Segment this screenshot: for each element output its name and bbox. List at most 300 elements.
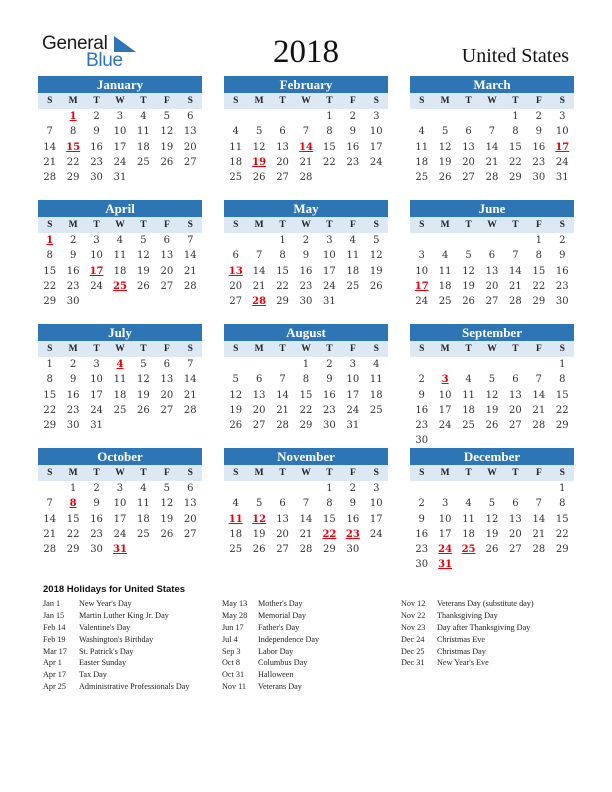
date-cell: 19 bbox=[485, 404, 499, 416]
holiday-date-label: Apr 1 bbox=[43, 658, 62, 668]
date-cell: 29 bbox=[532, 296, 546, 308]
date-cell: 5 bbox=[140, 235, 147, 246]
month-header: December bbox=[410, 448, 574, 465]
date-cell: 18 bbox=[438, 280, 452, 292]
date-cell: 14 bbox=[532, 389, 546, 401]
date-cell: 30 bbox=[415, 435, 429, 447]
holiday-item bbox=[43, 658, 190, 670]
date-cell: 12 bbox=[462, 265, 475, 277]
date-cell: 13 bbox=[509, 389, 522, 401]
weekday-label: S bbox=[419, 344, 425, 354]
date-cell: 4 bbox=[465, 374, 472, 386]
date-cell: 16 bbox=[90, 513, 103, 525]
date-cell: 16 bbox=[66, 265, 80, 277]
date-cell: 15 bbox=[43, 389, 57, 401]
days-grid bbox=[38, 357, 202, 433]
date-cell: 17 bbox=[369, 513, 383, 525]
page-title-year: 2018 bbox=[273, 34, 339, 70]
date-cell: 21 bbox=[43, 156, 57, 168]
empty-cell bbox=[410, 233, 433, 248]
weekday-label: T bbox=[465, 344, 472, 354]
date-cell: 31 bbox=[555, 172, 569, 184]
date-cell: 27 bbox=[252, 420, 266, 432]
date-cell: 10 bbox=[346, 374, 360, 386]
weekday-label: M bbox=[254, 468, 264, 478]
holiday-name: Day after Thanksgiving Day bbox=[437, 622, 531, 632]
date-cell: 4 bbox=[441, 250, 449, 262]
date-cell: 15 bbox=[276, 265, 289, 277]
date-cell: 22 bbox=[66, 528, 80, 540]
empty-cell bbox=[457, 357, 480, 372]
date-cell: 6 bbox=[488, 250, 496, 262]
date-cell: 20 bbox=[252, 404, 266, 416]
date-cell: 12 bbox=[438, 141, 452, 153]
empty-cell bbox=[271, 357, 294, 372]
date-cell: 19 bbox=[438, 156, 452, 168]
month-header: October bbox=[38, 448, 202, 465]
date-cell: 8 bbox=[559, 498, 566, 510]
date-cell: 21 bbox=[532, 404, 546, 416]
holiday-date: 15 bbox=[66, 141, 81, 153]
date-cell: 21 bbox=[532, 528, 546, 540]
holiday-date: 24 bbox=[438, 544, 453, 556]
country-label: United States bbox=[461, 45, 569, 67]
date-cell: 29 bbox=[299, 420, 313, 432]
date-cell: 8 bbox=[535, 250, 543, 262]
holiday-name: St. Patrick's Day bbox=[79, 646, 134, 656]
date-cell: 13 bbox=[252, 389, 266, 401]
holiday-date-label: Jul 4 bbox=[222, 634, 238, 644]
holiday-date-label: Dec 31 bbox=[401, 658, 425, 668]
date-cell: 17 bbox=[438, 528, 452, 540]
weekday-label: T bbox=[279, 344, 286, 354]
date-cell: 20 bbox=[183, 141, 197, 153]
holiday-name: Mother's Day bbox=[258, 599, 303, 608]
month-january bbox=[38, 76, 202, 185]
weekday-label: M bbox=[440, 344, 450, 354]
date-cell: 25 bbox=[113, 404, 127, 416]
date-cell: 18 bbox=[229, 156, 243, 168]
date-cell: 19 bbox=[137, 389, 150, 401]
date-cell: 22 bbox=[43, 404, 57, 416]
weekday-label: T bbox=[279, 220, 286, 230]
date-cell: 20 bbox=[229, 280, 243, 292]
date-cell: 8 bbox=[512, 126, 519, 138]
holiday-date: 31 bbox=[113, 544, 127, 556]
date-cell: 28 bbox=[276, 420, 289, 432]
date-cell: 2 bbox=[349, 483, 357, 494]
date-cell: 8 bbox=[69, 126, 77, 138]
date-cell: 26 bbox=[160, 528, 174, 540]
date-cell: 10 bbox=[438, 389, 452, 401]
date-cell: 27 bbox=[276, 544, 289, 556]
holiday-date: 31 bbox=[438, 559, 453, 571]
date-cell: 6 bbox=[232, 250, 239, 262]
date-cell: 1 bbox=[46, 359, 53, 370]
empty-cell bbox=[410, 357, 433, 372]
date-cell: 21 bbox=[485, 156, 499, 168]
date-cell: 30 bbox=[299, 296, 313, 308]
holiday-item bbox=[401, 647, 534, 659]
weekday-label: S bbox=[559, 468, 565, 478]
date-cell: 19 bbox=[160, 141, 174, 153]
month-header: March bbox=[410, 76, 574, 93]
date-cell: 27 bbox=[229, 296, 243, 308]
date-cell: 28 bbox=[43, 544, 57, 556]
date-cell: 23 bbox=[66, 404, 80, 416]
empty-cell bbox=[410, 481, 433, 496]
date-cell: 31 bbox=[323, 296, 336, 308]
weekday-label: F bbox=[349, 344, 356, 354]
days-grid bbox=[224, 233, 388, 309]
days-grid bbox=[410, 109, 574, 185]
weekday-label: T bbox=[140, 96, 147, 106]
weekday-label: T bbox=[326, 468, 333, 478]
date-cell: 16 bbox=[346, 513, 360, 525]
date-cell: 30 bbox=[90, 172, 103, 184]
date-cell: 24 bbox=[346, 404, 360, 416]
date-cell: 25 bbox=[369, 404, 383, 416]
holiday-item bbox=[222, 647, 319, 659]
holiday-date-label: Mar 17 bbox=[43, 646, 67, 656]
weekday-label: T bbox=[512, 344, 519, 354]
date-cell: 6 bbox=[279, 498, 286, 510]
date-cell: 27 bbox=[160, 280, 174, 292]
date-cell: 9 bbox=[349, 126, 357, 138]
date-cell: 28 bbox=[532, 420, 546, 432]
date-cell: 30 bbox=[323, 420, 336, 432]
date-cell: 4 bbox=[140, 483, 147, 494]
date-cell: 24 bbox=[323, 280, 336, 292]
weekday-label: F bbox=[163, 220, 170, 230]
date-cell: 6 bbox=[163, 359, 171, 370]
holiday-date: 13 bbox=[228, 265, 243, 277]
weekday-label: F bbox=[535, 220, 542, 230]
date-cell: 28 bbox=[485, 172, 499, 184]
empty-cell bbox=[480, 233, 503, 248]
date-cell: 16 bbox=[323, 389, 336, 401]
date-cell: 7 bbox=[302, 126, 310, 138]
date-cell: 3 bbox=[326, 235, 333, 246]
weekday-label: T bbox=[326, 220, 333, 230]
holiday-item bbox=[43, 599, 190, 611]
date-cell: 13 bbox=[160, 374, 174, 386]
date-cell: 5 bbox=[232, 374, 239, 386]
days-grid bbox=[224, 481, 388, 557]
weekday-label: F bbox=[163, 96, 170, 106]
month-header: May bbox=[224, 200, 388, 217]
date-cell: 14 bbox=[252, 265, 266, 277]
weekday-label: T bbox=[93, 96, 100, 106]
logo-text-general: General bbox=[42, 33, 108, 54]
date-cell: 24 bbox=[113, 156, 127, 168]
holiday-date-label: Nov 23 bbox=[401, 622, 426, 632]
date-cell: 28 bbox=[299, 172, 313, 184]
date-cell: 9 bbox=[349, 498, 357, 510]
date-cell: 25 bbox=[137, 528, 150, 540]
weekday-label: M bbox=[440, 220, 450, 230]
holiday-date: 17 bbox=[555, 141, 570, 153]
date-cell: 5 bbox=[255, 126, 263, 138]
weekday-row bbox=[224, 341, 388, 357]
holiday-item bbox=[222, 635, 319, 647]
holiday-date: 8 bbox=[69, 498, 77, 510]
holiday-name: Christmas Day bbox=[437, 646, 486, 656]
date-cell: 17 bbox=[113, 141, 127, 153]
holiday-item bbox=[43, 635, 190, 647]
date-cell: 8 bbox=[279, 250, 286, 262]
date-cell: 22 bbox=[276, 280, 289, 292]
weekday-row bbox=[410, 341, 574, 357]
days-grid bbox=[410, 481, 574, 573]
empty-cell bbox=[247, 481, 270, 496]
holiday-date: 25 bbox=[461, 544, 476, 556]
month-september bbox=[410, 324, 574, 449]
date-cell: 19 bbox=[252, 528, 266, 540]
weekday-label: T bbox=[279, 468, 286, 478]
holiday-name: Veterans Day (substitute day) bbox=[437, 599, 534, 608]
date-cell: 8 bbox=[46, 374, 53, 386]
holiday-item bbox=[401, 599, 534, 611]
date-cell: 4 bbox=[349, 235, 357, 246]
date-cell: 16 bbox=[90, 141, 103, 153]
date-cell: 26 bbox=[462, 296, 475, 308]
date-cell: 22 bbox=[299, 404, 313, 416]
weekday-label: M bbox=[68, 220, 78, 230]
holidays-column bbox=[222, 599, 319, 694]
date-cell: 7 bbox=[279, 374, 286, 386]
empty-cell bbox=[433, 233, 456, 248]
weekday-label: T bbox=[326, 96, 333, 106]
date-cell: 14 bbox=[276, 389, 289, 401]
empty-cell bbox=[224, 357, 247, 372]
date-cell: 30 bbox=[346, 544, 360, 556]
weekday-label: M bbox=[440, 96, 450, 106]
weekday-label: S bbox=[187, 220, 193, 230]
days-grid bbox=[224, 357, 388, 433]
holiday-name: New Year's Day bbox=[79, 599, 132, 608]
date-cell: 15 bbox=[555, 389, 569, 401]
date-cell: 18 bbox=[346, 265, 360, 277]
date-cell: 29 bbox=[509, 172, 522, 184]
weekday-row bbox=[224, 93, 388, 109]
weekday-label: S bbox=[373, 468, 379, 478]
holiday-name: Independence Day bbox=[258, 634, 320, 644]
date-cell: 9 bbox=[69, 374, 77, 386]
date-cell: 2 bbox=[326, 359, 333, 370]
date-cell: 10 bbox=[438, 513, 452, 525]
weekday-label: T bbox=[465, 468, 472, 478]
holiday-name: Valentine's Day bbox=[79, 622, 131, 632]
weekday-label: W bbox=[487, 468, 497, 478]
holiday-item bbox=[222, 599, 319, 611]
weekday-label: T bbox=[140, 220, 147, 230]
empty-cell bbox=[247, 357, 270, 372]
date-cell: 31 bbox=[90, 420, 103, 432]
date-cell: 3 bbox=[418, 250, 425, 262]
holiday-item bbox=[222, 682, 319, 694]
month-december bbox=[410, 448, 574, 573]
date-cell: 7 bbox=[46, 126, 53, 138]
date-cell: 26 bbox=[438, 172, 452, 184]
date-cell: 11 bbox=[113, 374, 127, 386]
date-cell: 23 bbox=[532, 156, 546, 168]
date-cell: 25 bbox=[415, 172, 429, 184]
date-cell: 5 bbox=[465, 250, 472, 262]
date-cell: 26 bbox=[485, 544, 499, 556]
weekday-row bbox=[38, 465, 202, 481]
holiday-date-label: Jan 1 bbox=[43, 599, 61, 608]
date-cell: 16 bbox=[555, 265, 569, 277]
month-header: April bbox=[38, 200, 202, 217]
date-cell: 19 bbox=[160, 513, 174, 525]
month-april bbox=[38, 200, 202, 309]
weekday-label: S bbox=[233, 344, 239, 354]
empty-cell bbox=[271, 109, 294, 124]
date-cell: 28 bbox=[299, 544, 313, 556]
date-cell: 23 bbox=[90, 156, 103, 168]
date-cell: 19 bbox=[485, 528, 499, 540]
date-cell: 26 bbox=[229, 420, 243, 432]
month-july bbox=[38, 324, 202, 433]
holiday-date: 19 bbox=[252, 156, 267, 168]
date-cell: 23 bbox=[555, 280, 569, 292]
date-cell: 21 bbox=[299, 528, 313, 540]
date-cell: 27 bbox=[509, 420, 522, 432]
date-cell: 17 bbox=[113, 513, 127, 525]
date-cell: 18 bbox=[462, 528, 475, 540]
date-cell: 27 bbox=[160, 404, 174, 416]
date-cell: 2 bbox=[418, 374, 425, 386]
date-cell: 12 bbox=[160, 126, 174, 138]
weekday-label: F bbox=[163, 468, 170, 478]
date-cell: 29 bbox=[555, 544, 569, 556]
date-cell: 14 bbox=[299, 513, 313, 525]
date-cell: 2 bbox=[535, 111, 543, 122]
empty-cell bbox=[294, 481, 317, 496]
weekday-label: T bbox=[465, 220, 472, 230]
date-cell: 21 bbox=[183, 265, 197, 277]
weekday-label: F bbox=[349, 468, 356, 478]
date-cell: 12 bbox=[229, 389, 243, 401]
empty-cell bbox=[247, 233, 270, 248]
date-cell: 27 bbox=[509, 544, 522, 556]
holiday-item bbox=[222, 611, 319, 623]
date-cell: 20 bbox=[485, 280, 499, 292]
date-cell: 15 bbox=[323, 141, 336, 153]
date-cell: 20 bbox=[160, 389, 174, 401]
days-grid bbox=[38, 481, 202, 557]
holiday-name: Administrative Professionals Day bbox=[79, 682, 190, 692]
weekday-label: S bbox=[187, 344, 193, 354]
holiday-name: Columbus Day bbox=[258, 658, 308, 668]
month-june bbox=[410, 200, 574, 309]
holiday-date: 4 bbox=[116, 359, 124, 370]
date-cell: 26 bbox=[369, 280, 383, 292]
date-cell: 1 bbox=[559, 483, 566, 494]
days-grid bbox=[224, 109, 388, 185]
date-cell: 7 bbox=[187, 235, 194, 246]
weekday-label: T bbox=[93, 220, 100, 230]
weekday-label: T bbox=[93, 344, 100, 354]
date-cell: 10 bbox=[113, 126, 127, 138]
month-header: August bbox=[224, 324, 388, 341]
date-cell: 15 bbox=[299, 389, 313, 401]
holiday-date-label: Feb 14 bbox=[43, 622, 66, 632]
holiday-item bbox=[401, 658, 534, 670]
holiday-date: 11 bbox=[228, 513, 243, 525]
empty-cell bbox=[294, 109, 317, 124]
empty-cell bbox=[410, 109, 433, 124]
weekday-label: F bbox=[535, 96, 542, 106]
date-cell: 13 bbox=[462, 141, 475, 153]
date-cell: 18 bbox=[137, 141, 150, 153]
date-cell: 6 bbox=[255, 374, 263, 386]
date-cell: 9 bbox=[326, 374, 333, 386]
empty-cell bbox=[457, 233, 480, 248]
date-cell: 15 bbox=[66, 513, 80, 525]
weekday-label: M bbox=[68, 468, 78, 478]
weekday-label: S bbox=[233, 220, 239, 230]
holiday-date: 3 bbox=[441, 374, 449, 386]
date-cell: 6 bbox=[187, 111, 194, 122]
date-cell: 23 bbox=[415, 420, 429, 432]
holiday-item bbox=[222, 670, 319, 682]
date-cell: 28 bbox=[183, 280, 197, 292]
date-cell: 9 bbox=[418, 389, 425, 401]
weekday-label: T bbox=[140, 468, 147, 478]
date-cell: 27 bbox=[183, 528, 197, 540]
date-cell: 13 bbox=[183, 126, 197, 138]
days-grid bbox=[410, 357, 574, 449]
holiday-date: 17 bbox=[89, 265, 104, 277]
date-cell: 9 bbox=[559, 250, 566, 262]
date-cell: 10 bbox=[90, 374, 103, 386]
date-cell: 4 bbox=[232, 126, 239, 138]
date-cell: 11 bbox=[229, 141, 243, 153]
month-november bbox=[224, 448, 388, 557]
date-cell: 23 bbox=[90, 528, 103, 540]
weekday-label: T bbox=[93, 468, 100, 478]
weekday-label: S bbox=[559, 220, 565, 230]
holiday-date: 1 bbox=[69, 111, 77, 122]
month-header: November bbox=[224, 448, 388, 465]
holiday-item bbox=[222, 623, 319, 635]
date-cell: 26 bbox=[252, 544, 266, 556]
date-cell: 24 bbox=[369, 156, 383, 168]
holiday-item bbox=[401, 611, 534, 623]
date-cell: 10 bbox=[369, 126, 383, 138]
weekday-label: W bbox=[487, 344, 497, 354]
date-cell: 12 bbox=[485, 513, 499, 525]
date-cell: 19 bbox=[462, 280, 475, 292]
weekday-row bbox=[38, 341, 202, 357]
weekday-label: S bbox=[419, 220, 425, 230]
date-cell: 20 bbox=[276, 156, 289, 168]
empty-cell bbox=[480, 109, 503, 124]
holiday-name: Easter Sunday bbox=[79, 658, 127, 668]
weekday-label: W bbox=[301, 344, 311, 354]
date-cell: 26 bbox=[252, 172, 266, 184]
date-cell: 11 bbox=[369, 374, 383, 386]
date-cell: 11 bbox=[438, 265, 452, 277]
weekday-label: F bbox=[535, 344, 542, 354]
date-cell: 24 bbox=[438, 420, 452, 432]
date-cell: 4 bbox=[465, 498, 472, 510]
empty-cell bbox=[38, 481, 61, 496]
weekday-label: W bbox=[301, 220, 311, 230]
date-cell: 12 bbox=[485, 389, 499, 401]
